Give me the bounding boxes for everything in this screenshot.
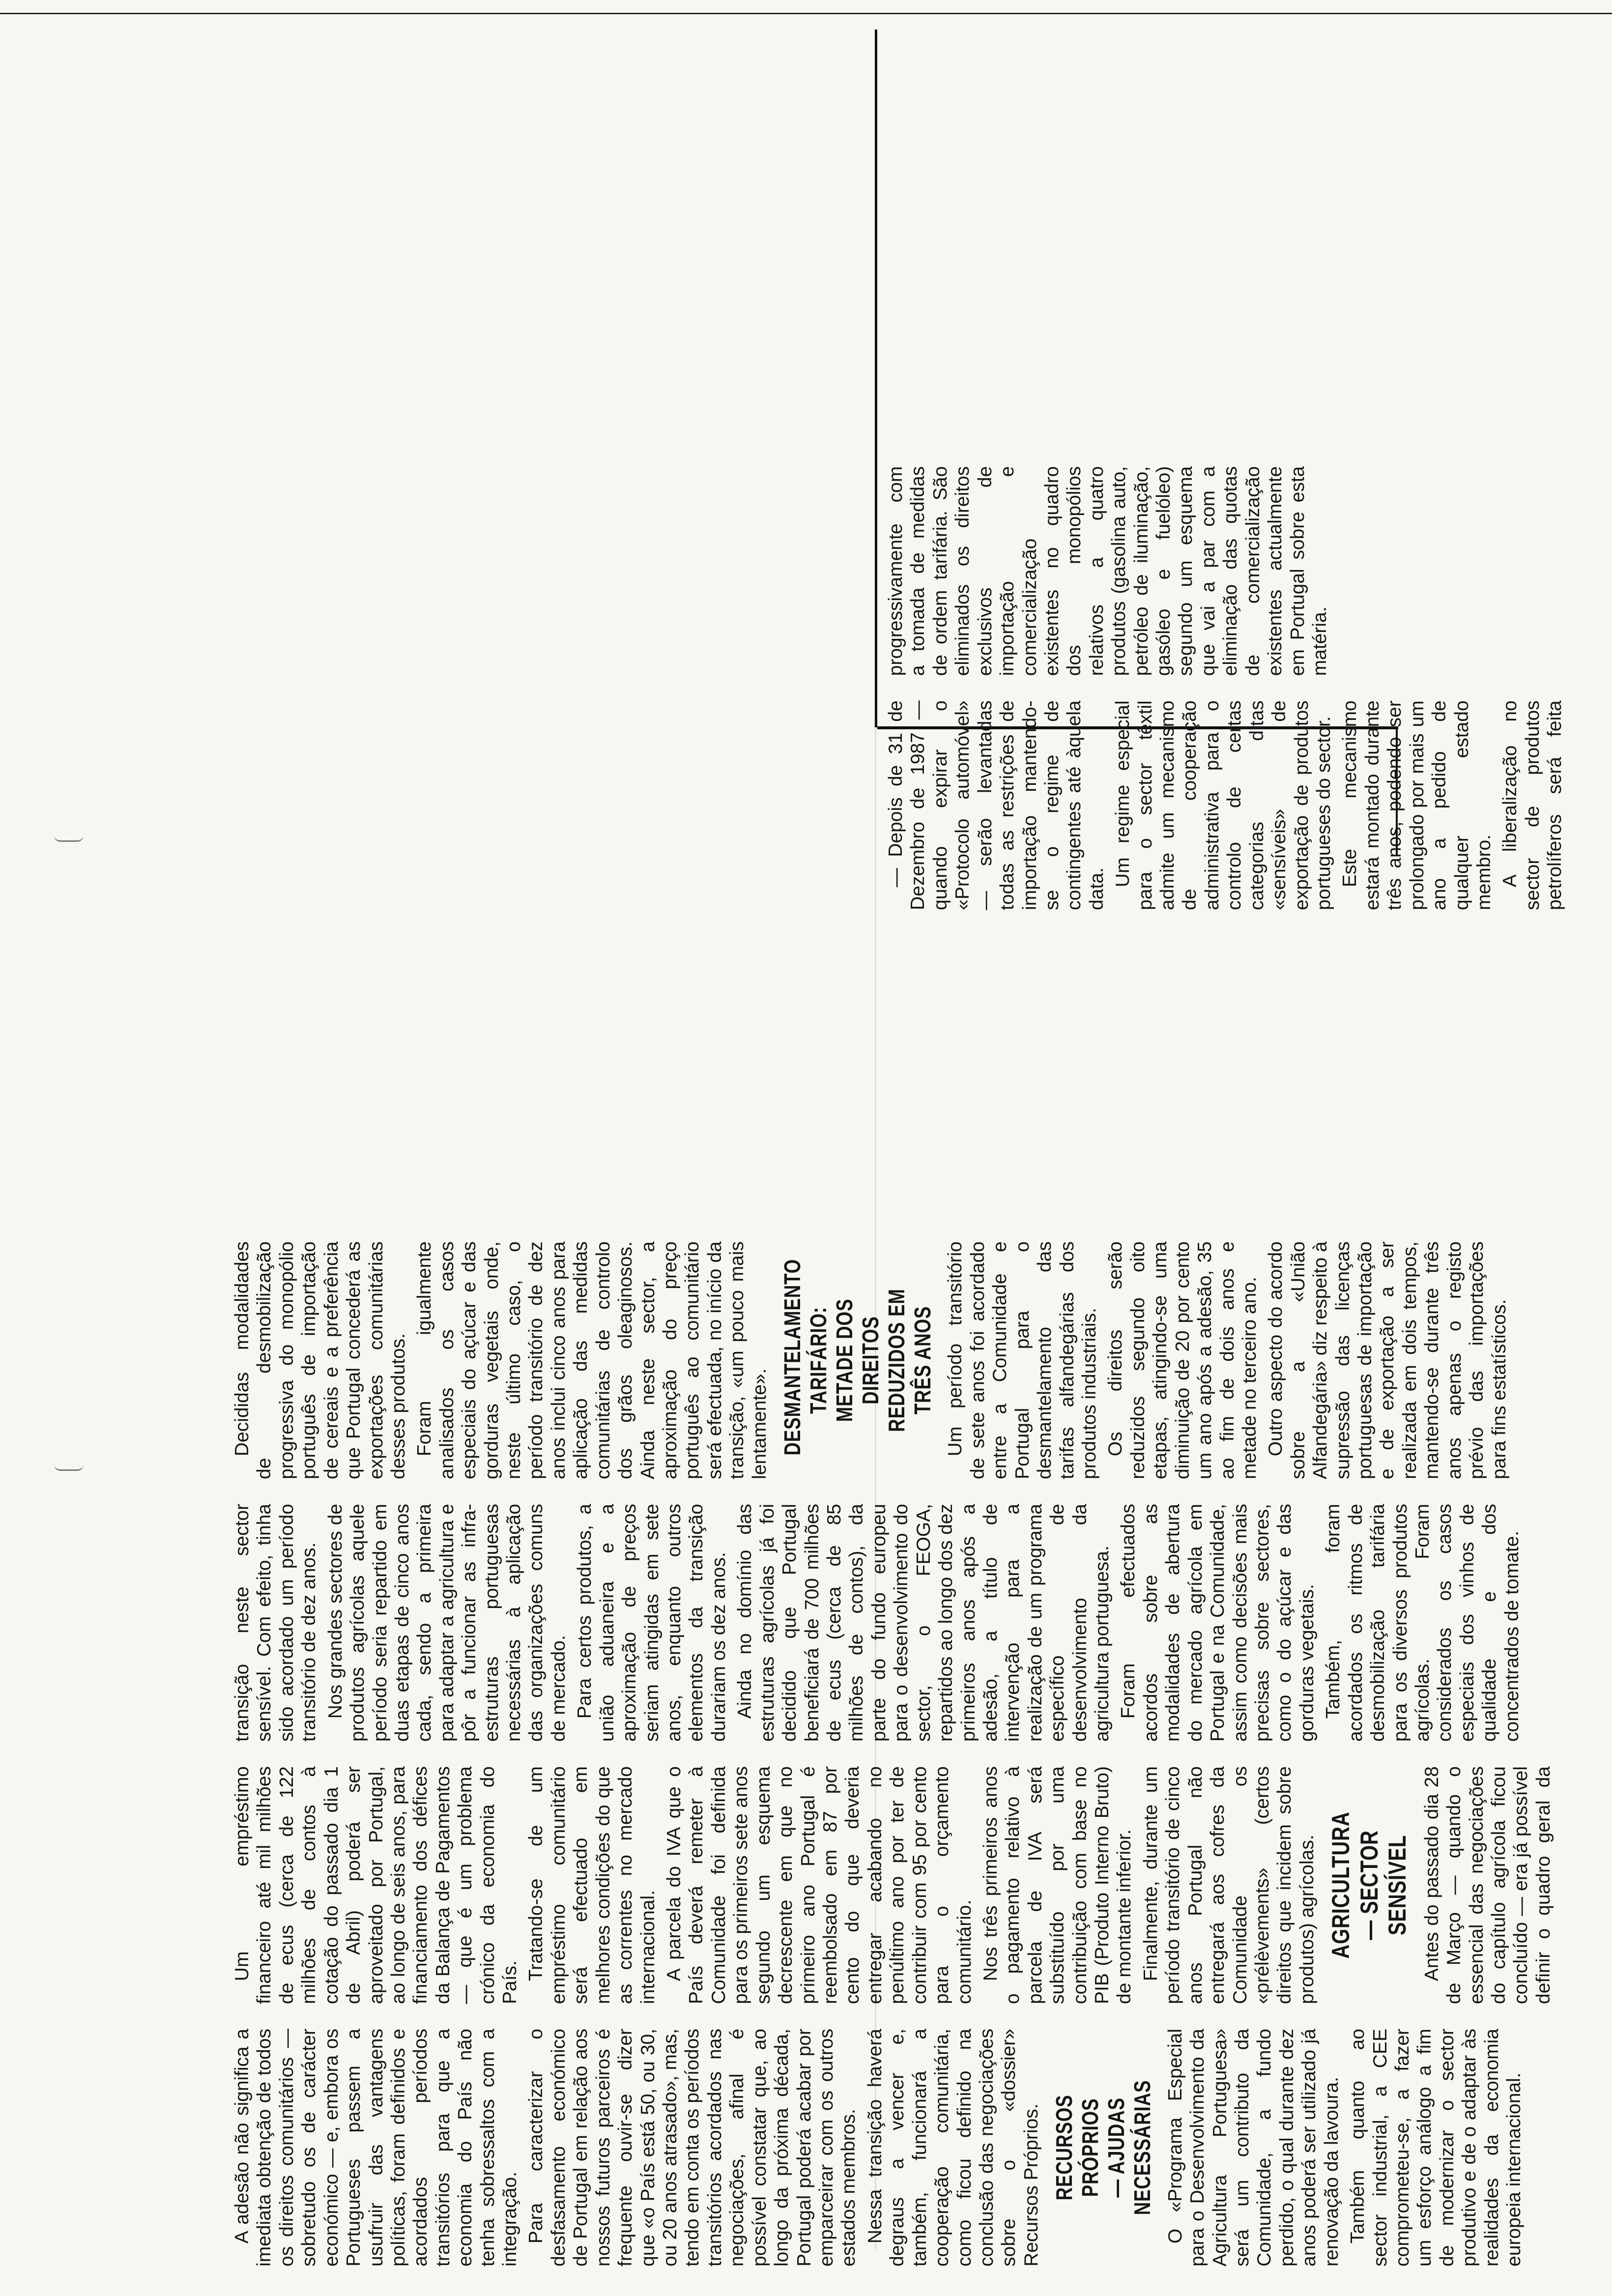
heading-line: AGRICULTURA (1327, 1811, 1355, 1959)
paragraph: A parcela do IVA que o País deverá remeter à Comunidade foi definida para os primeiros sete anos segundo um esquema decrescente em que no primeiro ano Portugal é reembolsado em 87 por cento do que deveria entregar acabando no penúltimo ano por ter de contribuir com 95 por cento para o orçamento comunitário. (663, 1766, 975, 2004)
paragraph: A adesão não significa a imediata obtenção de todos os direitos comunitários — sobretudo os de carácter económico — e, embora os Portugueses passem a usufruir das vantagens políticas, foram definidos e acordados períodos transitórios para que a economia do País não tenha sobressaltos com a integração. (231, 2029, 521, 2267)
heading-line: TARIFÁRIO: (806, 1307, 832, 1414)
heading-line: DESMANTELAMENTO (779, 1259, 806, 1456)
paragraph: Antes do passado dia 28 de Março — quando o essencial das negociações do capítulo agrícola ficou concluído — era já possível definir o quadro geral da transição neste sector sensível. Com efeito, tinha sido acordado um período transitório de dez anos. (231, 1504, 1554, 2004)
paragraph: Este mecanismo estará montado durante três anos, podendo ser prolongado por mais um ano a pedido de qualquer estado membro. (1339, 700, 1495, 910)
section-heading-desmantelamento (779, 1259, 935, 1456)
paragraph: Finalmente, durante um período transitório de cinco anos Portugal não entregará aos cofres da Comunidade os «prélèvements» (certos direitos que incidem sobre produtos) agrícolas. (1140, 1766, 1318, 2004)
section-heading-agricultura (1327, 1790, 1412, 1980)
paragraph: Um regime especial para o sector têxtil admite um mecanismo de cooperação administrativa para o controlo de certas categorias ditas «sensíveis» de exportação de produtos portugueses do sector. (1112, 700, 1335, 910)
article-body (231, 979, 1558, 2267)
paragraph: Tratando-se de um empréstimo comunitário será efectuado em melhores condições do que as correntes no mercado internacional. (525, 1766, 659, 2004)
paragraph: Os direitos serão reduzidos segundo oito etapas, atingindo-se uma diminuição de 20 por cento um ano após a adesão, 35 ao fim de dois anos e metade no terceiro ano. (1105, 1241, 1260, 1479)
paragraph: Um empréstimo financeiro até mil milhões de ecus (cerca de 122 milhões de contos à cotação do passado dia 1 de Abril) poderá ser aproveitado por Portugal, ao longo de seis anos, para financiamento dos défices da Balança de Pagamentos — que é um problema crónico da economia do País. (231, 1766, 521, 2004)
article-continuation (885, 232, 1573, 910)
paragraph: Foram igualmente analisados os casos especiais do açúcar e das gorduras vegetais onde, neste último caso, o período transitório de dez anos inclui cinco anos para aplicação das medidas comunitárias de controlo dos grãos oleaginosos. Ainda neste sector, a aproximação do preço português ao comunitário será efectuada, no início da transição, «um pouco mais lentamente». (414, 1241, 770, 1479)
paragraph: Foram efectuados acordos sobre as modalidades de abertura do mercado agrícola em Portugal e na Comunidade, assim como decisões mais precisas sobre sectores, como o do açúcar e das gorduras vegetais. (1118, 1504, 1318, 1742)
paragraph: Nos grandes sectores de produtos agrícolas aquele período seria repartido em duas etapas de cinco anos cada, sendo a primeira para adaptar a agricultura e pôr a funcionar as infra-estruturas portuguesas necessárias à aplicação das organizações comuns de mercado. (324, 1504, 569, 1742)
paragraph: Também quanto ao sector industrial, a CEE comprometeu-se, a fazer um esforço análogo a fim de modernizar o sector produtivo e de o adaptar às realidades da economia europeia internacional. (1347, 2029, 1525, 2267)
heading-line: REDUZIDOS EM TRÊS ANOS (883, 1289, 935, 1432)
paragraph: Ainda no domínio das estruturas agrícolas já foi decidido que Portugal beneficiará de 700 milhões de ecus (cerca de 85 milhões de contos), da parte do fundo europeu para o desenvolvimento do sector, o FEOGA, repartidos ao longo dos dez primeiros anos após a adesão, a título de intervenção para a realização de um programa específico de desenvolvimento da agricultura portuguesa. (734, 1504, 1113, 1742)
paragraph: O «Programa Especial para o Desenvolvimento da Agricultura Portuguesa» será um contributo da Comunidade, a fundo perdido, o qual durante dez anos poderá ser utilizado já renovação da lavoura. (1164, 2029, 1342, 2267)
paragraph: Nos três primeiros anos o pagamento relativo à parcela de IVA será substituído por uma contribuição com base no PIB (Produto Interno Bruto) de montante inferior. (979, 1766, 1135, 2004)
paragraph: Também, foram acordados os ritmos de desmobilização tarifária para os diversos produtos agrícolas. Foram considerados os casos especiais dos vinhos de qualidade e dos concentrados de tomate. (1323, 1504, 1523, 1742)
paragraph: Nessa transição haverá degraus a vencer e, também, funcionará a cooperação comunitária, como ficou definido na conclusão das negociações sobre o «dossier» Recursos Próprios. (864, 2029, 1042, 2267)
paragraph: Para caracterizar o desfasamento económico de Portugal em relação aos nossos futuros parceiros é frequente ouvir-se dizer que «o País está 50, ou 30, ou 20 anos atrasado», mas, tendo em conta os períodos transitórios acordados nas negociações, afinal é possível constatar que, ao longo da próxima década, Portugal poderá acabar por emparceirar com os outros estados membros. (525, 2029, 860, 2267)
paragraph: A liberalização no sector de produtos petrolíferos será feita progressivamente com a tomada de medidas de ordem tarifária. São eliminados os direitos exclusivos de importação e comercialização existentes no quadro dos monopólios relativos a quatro produtos (gasolina auto, petróleo de iluminação, gasóleo e fuelóleo) segundo um esquema que vai a par com a eliminação das quotas de comercialização existentes actualmente em Portugal sobre esta matéria. (885, 466, 1566, 910)
paragraph: Outro aspecto do acordo sobre a «União Alfandegária» diz respeito à supressão das licenças portuguesas de importação e de exportação a ser realizada em dois tempos, mantendo-se durante três anos apenas o registo prévio das importações para fins estatísticos. (1265, 1241, 1510, 1479)
paragraph: Para certos produtos, a união aduaneira e a aproximação de preços seriam atingidas em sete anos, enquanto outros elementos da transição durariam os dez anos. (574, 1504, 729, 1742)
paragraph: — Depois de 31 de Dezembro de 1987 — quando expirar o «Protocolo automóvel» — serão levantadas todas as restrições de importação mantendo-se o regime de contingentes até àquela data. (885, 700, 1107, 910)
paragraph: Um período transitório de sete anos foi acordado entre a Comunidade e Portugal para o desmantelamento das tarifas alfandegárias dos produtos industriais. (945, 1241, 1100, 1479)
paragraph: Decididas modalidades de desmobilização progressiva do monopólio português de importação de cereais e a preferência que Portugal concederá as exportações comunitárias desses produtos. (231, 1241, 409, 1479)
heading-line: RECURSOS PRÓPRIOS (1051, 2095, 1103, 2201)
section-heading-recursos (1051, 2052, 1155, 2242)
heading-line: — SECTOR SENSÍVEL (1355, 1830, 1411, 1940)
heading-line: — AJUDAS NECESSÁRIAS (1103, 2080, 1155, 2215)
heading-line: METADE DOS DIREITOS (831, 1298, 883, 1422)
